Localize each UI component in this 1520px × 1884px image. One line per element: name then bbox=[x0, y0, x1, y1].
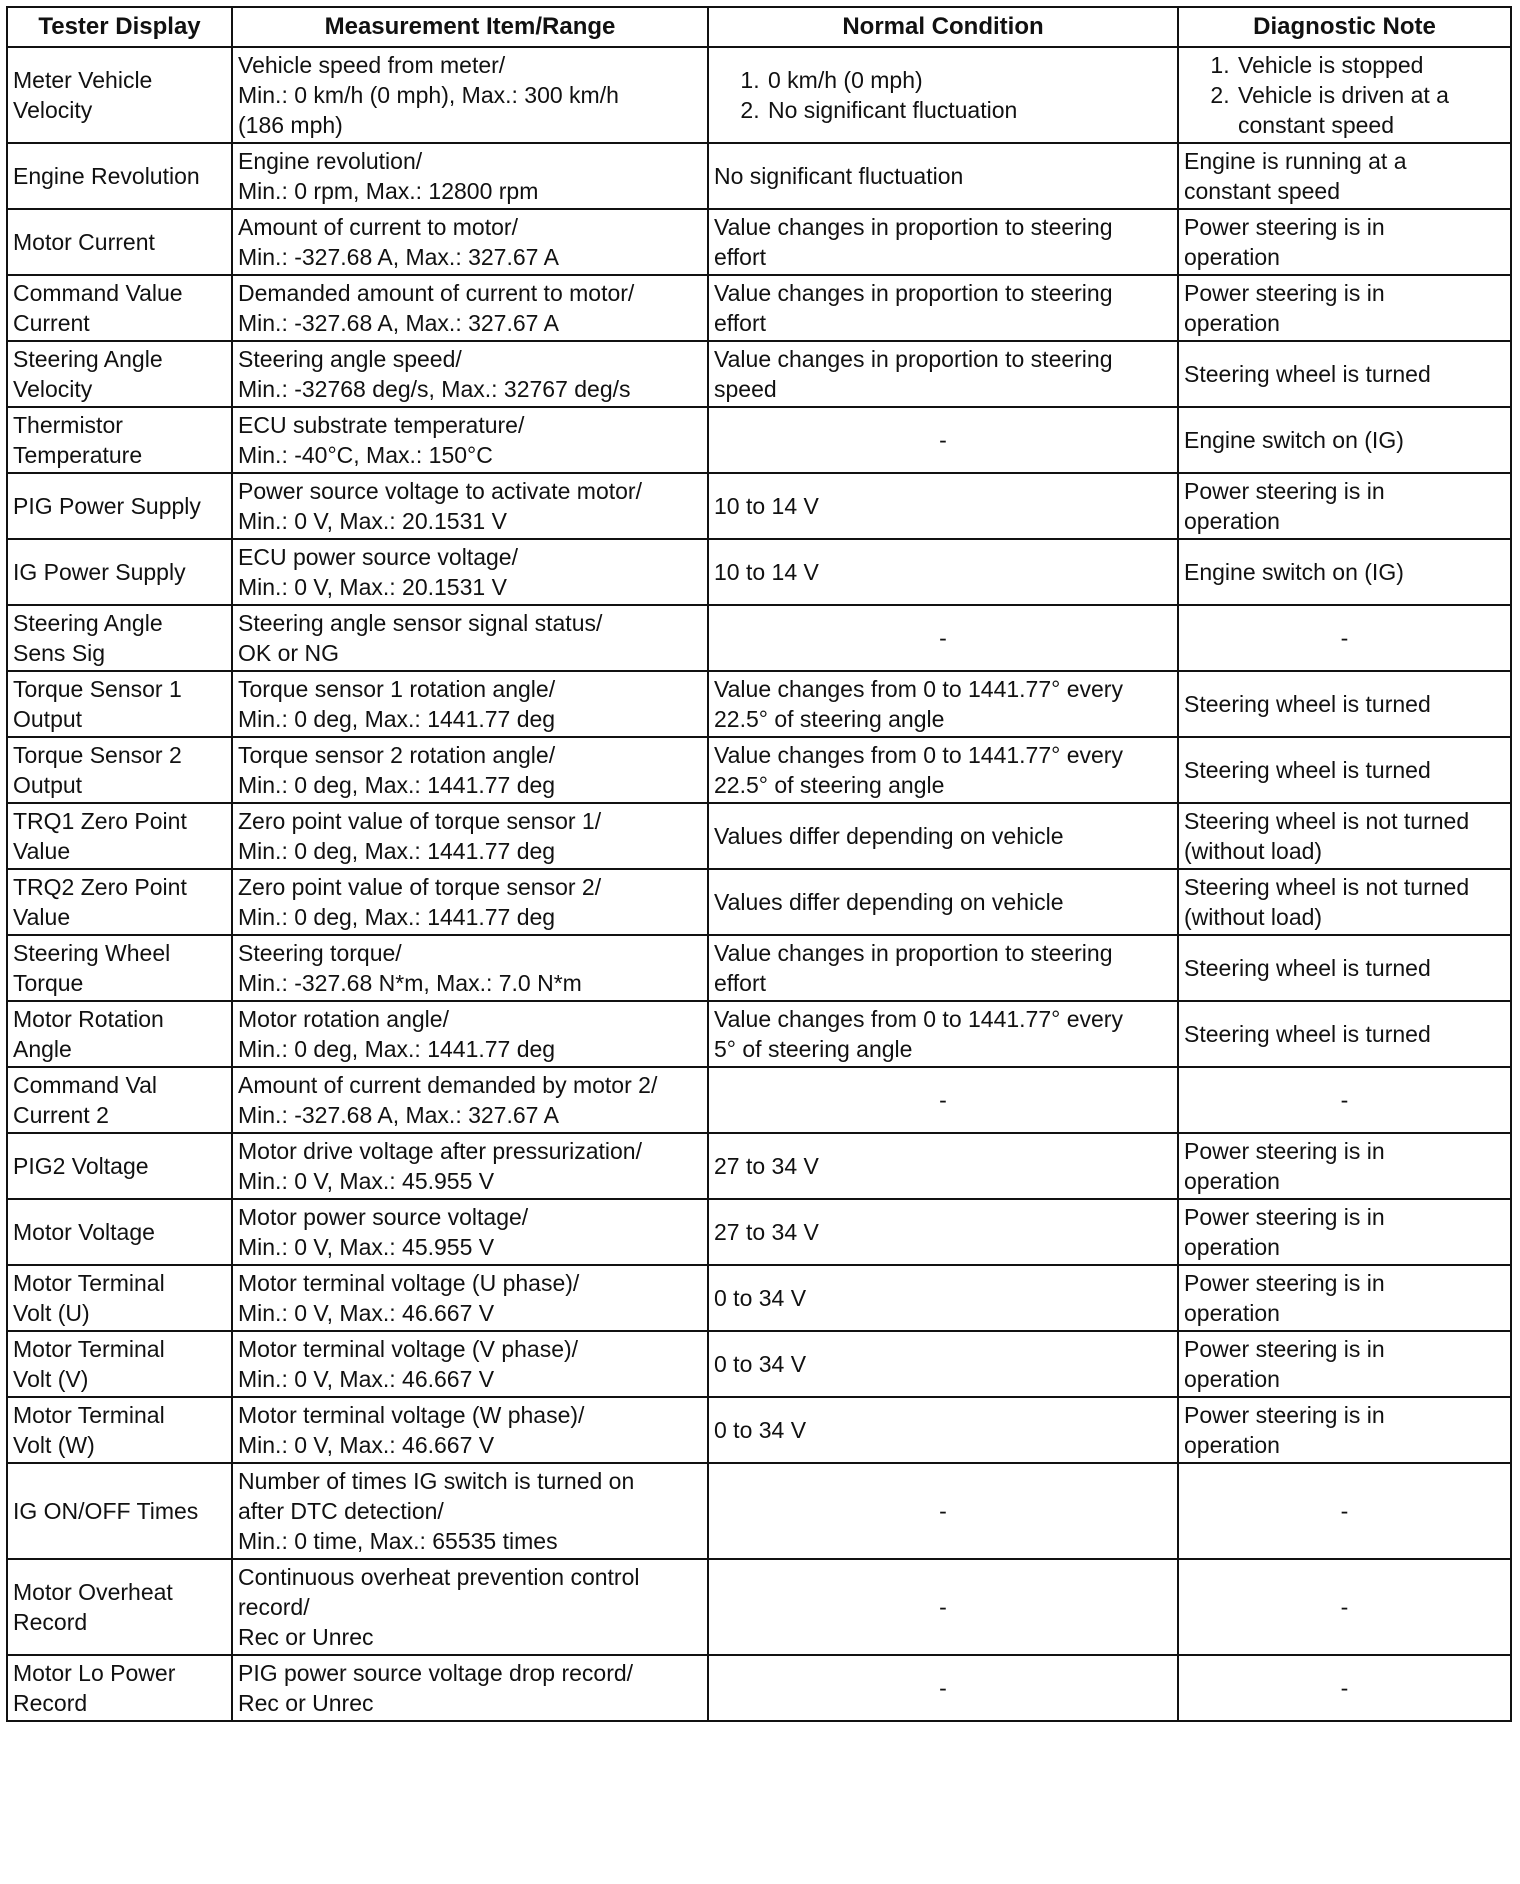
cell-tester-display bbox=[7, 1559, 232, 1655]
list-item: 1. Vehicle is stopped bbox=[1236, 50, 1505, 80]
cell-text-line: Demanded amount of current to motor/ bbox=[238, 280, 635, 306]
table-row bbox=[7, 803, 1511, 869]
cell-text-line: Engine revolution/ bbox=[238, 148, 423, 174]
cell-text-line: Steering angle speed/ bbox=[238, 346, 462, 372]
cell-measurement-item bbox=[232, 869, 708, 935]
cell-normal-condition bbox=[708, 1655, 1178, 1721]
cell-text-line: (186 mph) bbox=[238, 112, 343, 138]
cell-text-line: OK or NG bbox=[238, 640, 339, 666]
table-row bbox=[7, 935, 1511, 1001]
cell-measurement-item bbox=[232, 47, 708, 143]
cell-text-line: IG ON/OFF Times bbox=[13, 1498, 199, 1524]
cell-text-line: Steering angle sensor signal status/ bbox=[238, 610, 603, 636]
cell-text-line: 10 to 14 V bbox=[714, 493, 819, 519]
cell-tester-display bbox=[7, 1463, 232, 1559]
cell-normal-condition bbox=[708, 1331, 1178, 1397]
cell-text-line: Steering wheel is turned bbox=[1184, 955, 1431, 981]
cell-text-line: Torque bbox=[13, 970, 84, 996]
cell-text-line: Command Value bbox=[13, 280, 183, 306]
cell-normal-condition bbox=[708, 143, 1178, 209]
cell-normal-condition bbox=[708, 803, 1178, 869]
cell-diagnostic-note bbox=[1178, 605, 1511, 671]
cell-diagnostic-note bbox=[1178, 1067, 1511, 1133]
cell-text-line: 0 to 34 V bbox=[714, 1417, 807, 1443]
table-row bbox=[7, 1199, 1511, 1265]
table-row bbox=[7, 671, 1511, 737]
cell-measurement-item bbox=[232, 275, 708, 341]
cell-tester-display bbox=[7, 473, 232, 539]
cell-diagnostic-note bbox=[1178, 1559, 1511, 1655]
cell-text-line: Power steering is in bbox=[1184, 280, 1385, 306]
cell-text-line: Min.: -40°C, Max.: 150°C bbox=[238, 442, 493, 468]
cell-text-line: Motor Overheat bbox=[13, 1579, 173, 1605]
cell-text-line: Motor Terminal bbox=[13, 1336, 165, 1362]
cell-tester-display bbox=[7, 539, 232, 605]
cell-diagnostic-note bbox=[1178, 935, 1511, 1001]
table-row bbox=[7, 869, 1511, 935]
cell-text-line: PIG Power Supply bbox=[13, 493, 201, 519]
cell-text-line: Command Val bbox=[13, 1072, 158, 1098]
cell-text-line: No significant fluctuation bbox=[714, 163, 964, 189]
cell-diagnostic-note bbox=[1178, 473, 1511, 539]
cell-text-line: Engine switch on (IG) bbox=[1184, 559, 1404, 585]
cell-text-line: Min.: 0 V, Max.: 46.667 V bbox=[238, 1432, 495, 1458]
cell-text-line: Min.: -327.68 A, Max.: 327.67 A bbox=[238, 244, 559, 270]
cell-text-line: Min.: 0 V, Max.: 20.1531 V bbox=[238, 574, 507, 600]
cell-text-line: Zero point value of torque sensor 1/ bbox=[238, 808, 602, 834]
cell-text-line: 27 to 34 V bbox=[714, 1219, 819, 1245]
cell-tester-display bbox=[7, 407, 232, 473]
cell-text-line: Value changes from 0 to 1441.77° every bbox=[714, 742, 1123, 768]
cell-measurement-item bbox=[232, 1397, 708, 1463]
cell-text-line: Min.: 0 deg, Max.: 1441.77 deg bbox=[238, 838, 556, 864]
cell-text-line: Motor Rotation bbox=[13, 1006, 164, 1032]
cell-text-line: 10 to 14 V bbox=[714, 559, 819, 585]
cell-measurement-item bbox=[232, 671, 708, 737]
cell-text-line: 5° of steering angle bbox=[714, 1036, 913, 1062]
cell-text-line: Value bbox=[13, 904, 71, 930]
cell-text-line: Min.: 0 V, Max.: 45.955 V bbox=[238, 1168, 495, 1194]
cell-text-line: Motor Terminal bbox=[13, 1402, 165, 1428]
cell-text-line: Min.: 0 rpm, Max.: 12800 rpm bbox=[238, 178, 539, 204]
cell-normal-condition bbox=[708, 1199, 1178, 1265]
cell-normal-condition bbox=[708, 473, 1178, 539]
cell-measurement-item bbox=[232, 605, 708, 671]
cell-tester-display bbox=[7, 341, 232, 407]
cell-text-line: 0 to 34 V bbox=[714, 1351, 807, 1377]
cell-measurement-item bbox=[232, 1463, 708, 1559]
cell-text-line: Value changes from 0 to 1441.77° every bbox=[714, 676, 1123, 702]
numbered-list bbox=[714, 65, 1172, 125]
cell-text-line: - bbox=[939, 1675, 947, 1701]
table-row bbox=[7, 1331, 1511, 1397]
cell-text-line: Min.: 0 time, Max.: 65535 times bbox=[238, 1528, 558, 1554]
cell-text-line: Steering wheel is turned bbox=[1184, 1021, 1431, 1047]
cell-text-line: Power steering is in bbox=[1184, 214, 1385, 240]
cell-text-line: Current 2 bbox=[13, 1102, 109, 1128]
cell-measurement-item bbox=[232, 1001, 708, 1067]
cell-text-line: - bbox=[1340, 625, 1349, 651]
cell-text-line: TRQ2 Zero Point bbox=[13, 874, 187, 900]
cell-text-line: ECU power source voltage/ bbox=[238, 544, 518, 570]
cell-text-line: Power steering is in bbox=[1184, 1336, 1385, 1362]
cell-diagnostic-note bbox=[1178, 671, 1511, 737]
cell-text-line: 22.5° of steering angle bbox=[714, 706, 945, 732]
cell-text-line: Steering wheel is not turned bbox=[1184, 808, 1470, 834]
cell-text-line: Motor Voltage bbox=[13, 1219, 155, 1245]
cell-text-line: Number of times IG switch is turned on bbox=[238, 1468, 635, 1494]
cell-tester-display bbox=[7, 1067, 232, 1133]
cell-normal-condition bbox=[708, 341, 1178, 407]
cell-text-line: Min.: 0 deg, Max.: 1441.77 deg bbox=[238, 904, 556, 930]
cell-text-line: Min.: 0 deg, Max.: 1441.77 deg bbox=[238, 1036, 556, 1062]
cell-normal-condition bbox=[708, 605, 1178, 671]
cell-normal-condition bbox=[708, 737, 1178, 803]
cell-text-line: Min.: 0 km/h (0 mph), Max.: 300 km/h bbox=[238, 82, 619, 108]
cell-text-line: Continuous overheat prevention control bbox=[238, 1564, 640, 1590]
cell-diagnostic-note bbox=[1178, 1265, 1511, 1331]
table-row bbox=[7, 1463, 1511, 1559]
cell-tester-display bbox=[7, 1397, 232, 1463]
cell-text-line: operation bbox=[1184, 1234, 1280, 1260]
cell-text-line: - bbox=[939, 1498, 947, 1524]
cell-text-line: Power source voltage to activate motor/ bbox=[238, 478, 642, 504]
cell-text-line: (without load) bbox=[1184, 904, 1323, 930]
cell-text-line: operation bbox=[1184, 310, 1280, 336]
table-row bbox=[7, 275, 1511, 341]
table-row bbox=[7, 143, 1511, 209]
cell-text-line: Min.: 0 V, Max.: 20.1531 V bbox=[238, 508, 507, 534]
cell-normal-condition bbox=[708, 275, 1178, 341]
numbered-list bbox=[1184, 50, 1505, 140]
cell-measurement-item bbox=[232, 1199, 708, 1265]
cell-measurement-item bbox=[232, 1265, 708, 1331]
table-header-row bbox=[7, 7, 1511, 47]
cell-tester-display bbox=[7, 143, 232, 209]
cell-text-line: Min.: 0 V, Max.: 46.667 V bbox=[238, 1366, 495, 1392]
cell-diagnostic-note bbox=[1178, 143, 1511, 209]
cell-text-line: - bbox=[939, 625, 947, 651]
cell-text-line: Rec or Unrec bbox=[238, 1690, 374, 1716]
cell-diagnostic-note bbox=[1178, 1331, 1511, 1397]
cell-normal-condition bbox=[708, 935, 1178, 1001]
cell-text-line: Zero point value of torque sensor 2/ bbox=[238, 874, 602, 900]
cell-text-line: Steering Wheel bbox=[13, 940, 171, 966]
table-row bbox=[7, 407, 1511, 473]
cell-measurement-item bbox=[232, 935, 708, 1001]
cell-diagnostic-note bbox=[1178, 341, 1511, 407]
table-row bbox=[7, 1001, 1511, 1067]
cell-diagnostic-note bbox=[1178, 1199, 1511, 1265]
cell-text-line: Engine switch on (IG) bbox=[1184, 427, 1404, 453]
cell-text-line: Motor rotation angle/ bbox=[238, 1006, 449, 1032]
cell-text-line: Min.: 0 V, Max.: 46.667 V bbox=[238, 1300, 495, 1326]
cell-text-line: Motor Current bbox=[13, 229, 155, 255]
cell-text-line: Value changes from 0 to 1441.77° every bbox=[714, 1006, 1123, 1032]
cell-text-line: Motor terminal voltage (U phase)/ bbox=[238, 1270, 580, 1296]
cell-measurement-item bbox=[232, 209, 708, 275]
cell-text-line: 27 to 34 V bbox=[714, 1153, 819, 1179]
cell-tester-display bbox=[7, 47, 232, 143]
cell-diagnostic-note bbox=[1178, 869, 1511, 935]
cell-text-line: Temperature bbox=[13, 442, 143, 468]
cell-text-line: Min.: 0 deg, Max.: 1441.77 deg bbox=[238, 706, 556, 732]
cell-text-line: Power steering is in bbox=[1184, 1402, 1385, 1428]
cell-text-line: Power steering is in bbox=[1184, 1270, 1385, 1296]
cell-text-line: - bbox=[1340, 1498, 1349, 1524]
cell-diagnostic-note bbox=[1178, 1133, 1511, 1199]
cell-text-line: Torque sensor 1 rotation angle/ bbox=[238, 676, 556, 702]
cell-text-line: Steering torque/ bbox=[238, 940, 402, 966]
table-row bbox=[7, 1133, 1511, 1199]
cell-text-line: Torque Sensor 1 bbox=[13, 676, 182, 702]
document-page bbox=[6, 6, 1510, 1722]
table-row bbox=[7, 1265, 1511, 1331]
cell-measurement-item bbox=[232, 341, 708, 407]
cell-diagnostic-note bbox=[1178, 1655, 1511, 1721]
cell-measurement-item bbox=[232, 1133, 708, 1199]
cell-text-line: Min.: 0 V, Max.: 45.955 V bbox=[238, 1234, 495, 1260]
cell-text-line: Motor Terminal bbox=[13, 1270, 165, 1296]
cell-normal-condition bbox=[708, 209, 1178, 275]
cell-diagnostic-note bbox=[1178, 275, 1511, 341]
cell-text-line: Amount of current to motor/ bbox=[238, 214, 518, 240]
table-row bbox=[7, 737, 1511, 803]
cell-text-line: Steering Angle bbox=[13, 610, 163, 636]
cell-text-line: Output bbox=[13, 772, 83, 798]
table-row bbox=[7, 539, 1511, 605]
cell-text-line: Angle bbox=[13, 1036, 72, 1062]
cell-normal-condition bbox=[708, 407, 1178, 473]
cell-normal-condition bbox=[708, 671, 1178, 737]
cell-tester-display bbox=[7, 1133, 232, 1199]
cell-measurement-item bbox=[232, 143, 708, 209]
cell-text-line: Values differ depending on vehicle bbox=[714, 889, 1064, 915]
header-normal-condition: Normal Condition bbox=[708, 7, 1178, 47]
cell-measurement-item bbox=[232, 473, 708, 539]
table-row bbox=[7, 47, 1511, 143]
cell-text-line: Steering wheel is turned bbox=[1184, 757, 1431, 783]
table-row bbox=[7, 473, 1511, 539]
cell-text-line: Volt (V) bbox=[13, 1366, 89, 1392]
cell-text-line: Power steering is in bbox=[1184, 1138, 1385, 1164]
cell-diagnostic-note bbox=[1178, 737, 1511, 803]
cell-text-line: Thermistor bbox=[13, 412, 123, 438]
cell-text-line: PIG2 Voltage bbox=[13, 1153, 149, 1179]
cell-text-line: Torque sensor 2 rotation angle/ bbox=[238, 742, 556, 768]
cell-tester-display bbox=[7, 671, 232, 737]
cell-text-line: Motor drive voltage after pressurization/ bbox=[238, 1138, 642, 1164]
table-row bbox=[7, 209, 1511, 275]
cell-normal-condition bbox=[708, 1067, 1178, 1133]
cell-text-line: constant speed bbox=[1184, 178, 1341, 204]
cell-diagnostic-note bbox=[1178, 539, 1511, 605]
cell-measurement-item bbox=[232, 1331, 708, 1397]
cell-tester-display bbox=[7, 1331, 232, 1397]
list-item: 1. 0 km/h (0 mph) bbox=[766, 65, 1172, 95]
cell-normal-condition bbox=[708, 1265, 1178, 1331]
cell-text-line: Output bbox=[13, 706, 83, 732]
cell-text-line: - bbox=[1340, 1087, 1349, 1113]
cell-text-line: Motor terminal voltage (W phase)/ bbox=[238, 1402, 585, 1428]
cell-text-line: - bbox=[1340, 1594, 1349, 1620]
cell-text-line: Min.: -327.68 N*m, Max.: 7.0 N*m bbox=[238, 970, 582, 996]
table-row bbox=[7, 1397, 1511, 1463]
cell-text-line: IG Power Supply bbox=[13, 559, 186, 585]
cell-normal-condition bbox=[708, 1001, 1178, 1067]
cell-text-line: Steering wheel is turned bbox=[1184, 361, 1431, 387]
cell-text-line: operation bbox=[1184, 1168, 1280, 1194]
cell-measurement-item bbox=[232, 1067, 708, 1133]
cell-diagnostic-note bbox=[1178, 1397, 1511, 1463]
table-row bbox=[7, 341, 1511, 407]
cell-text-line: Engine Revolution bbox=[13, 163, 200, 189]
cell-text-line: effort bbox=[714, 310, 766, 336]
cell-text-line: Torque Sensor 2 bbox=[13, 742, 182, 768]
cell-text-line: Power steering is in bbox=[1184, 478, 1385, 504]
cell-text-line: Steering Angle bbox=[13, 346, 163, 372]
cell-tester-display bbox=[7, 869, 232, 935]
table-body bbox=[7, 47, 1511, 1721]
cell-text-line: Value changes in proportion to steering bbox=[714, 940, 1113, 966]
cell-diagnostic-note bbox=[1178, 1001, 1511, 1067]
cell-measurement-item bbox=[232, 407, 708, 473]
data-list-table bbox=[6, 6, 1512, 1722]
cell-diagnostic-note bbox=[1178, 407, 1511, 473]
table-row bbox=[7, 605, 1511, 671]
cell-text-line: Meter Vehicle bbox=[13, 67, 153, 93]
cell-measurement-item bbox=[232, 803, 708, 869]
cell-text-line: - bbox=[939, 1087, 947, 1113]
cell-text-line: Sens Sig bbox=[13, 640, 106, 666]
header-diagnostic-note: Diagnostic Note bbox=[1178, 7, 1511, 47]
cell-tester-display bbox=[7, 209, 232, 275]
cell-text-line: - bbox=[1340, 1675, 1349, 1701]
cell-text-line: Amount of current demanded by motor 2/ bbox=[238, 1072, 658, 1098]
cell-text-line: (without load) bbox=[1184, 838, 1323, 864]
cell-text-line: speed bbox=[714, 376, 777, 402]
cell-tester-display bbox=[7, 803, 232, 869]
list-item: 2. No significant fluctuation bbox=[766, 95, 1172, 125]
cell-measurement-item bbox=[232, 737, 708, 803]
table-row bbox=[7, 1655, 1511, 1721]
cell-text-line: after DTC detection/ bbox=[238, 1498, 444, 1524]
cell-diagnostic-note bbox=[1178, 1463, 1511, 1559]
cell-text-line: Motor terminal voltage (V phase)/ bbox=[238, 1336, 579, 1362]
cell-text-line: record/ bbox=[238, 1594, 310, 1620]
cell-normal-condition bbox=[708, 539, 1178, 605]
cell-diagnostic-note bbox=[1178, 803, 1511, 869]
cell-measurement-item bbox=[232, 1655, 708, 1721]
cell-tester-display bbox=[7, 1199, 232, 1265]
cell-text-line: Velocity bbox=[13, 376, 93, 402]
cell-text-line: - bbox=[939, 1594, 947, 1620]
cell-text-line: Min.: -32768 deg/s, Max.: 32767 deg/s bbox=[238, 376, 631, 402]
cell-text-line: 22.5° of steering angle bbox=[714, 772, 945, 798]
cell-measurement-item bbox=[232, 1559, 708, 1655]
list-item: 2. Vehicle is driven at a constant speed bbox=[1236, 80, 1505, 140]
cell-text-line: Value changes in proportion to steering bbox=[714, 280, 1113, 306]
cell-tester-display bbox=[7, 1265, 232, 1331]
header-measurement-item: Measurement Item/Range bbox=[232, 7, 708, 47]
cell-text-line: operation bbox=[1184, 508, 1280, 534]
cell-text-line: Power steering is in bbox=[1184, 1204, 1385, 1230]
cell-text-line: Motor power source voltage/ bbox=[238, 1204, 529, 1230]
cell-measurement-item bbox=[232, 539, 708, 605]
cell-text-line: Current bbox=[13, 310, 90, 336]
cell-text-line: - bbox=[939, 427, 947, 453]
cell-text-line: Min.: 0 deg, Max.: 1441.77 deg bbox=[238, 772, 556, 798]
cell-text-line: Value changes in proportion to steering bbox=[714, 214, 1113, 240]
cell-text-line: effort bbox=[714, 244, 766, 270]
cell-text-line: Min.: -327.68 A, Max.: 327.67 A bbox=[238, 310, 559, 336]
cell-text-line: Value changes in proportion to steering bbox=[714, 346, 1113, 372]
cell-tester-display bbox=[7, 275, 232, 341]
cell-text-line: Steering wheel is turned bbox=[1184, 691, 1431, 717]
cell-text-line: TRQ1 Zero Point bbox=[13, 808, 187, 834]
cell-text-line: Volt (W) bbox=[13, 1432, 95, 1458]
header-tester-display: Tester Display bbox=[7, 7, 232, 47]
cell-normal-condition bbox=[708, 1397, 1178, 1463]
cell-text-line: Velocity bbox=[13, 97, 93, 123]
cell-text-line: operation bbox=[1184, 1300, 1280, 1326]
cell-text-line: ECU substrate temperature/ bbox=[238, 412, 525, 438]
cell-text-line: Steering wheel is not turned bbox=[1184, 874, 1470, 900]
cell-normal-condition bbox=[708, 1463, 1178, 1559]
cell-normal-condition bbox=[708, 1559, 1178, 1655]
cell-tester-display bbox=[7, 737, 232, 803]
cell-text-line: Record bbox=[13, 1690, 88, 1716]
cell-text-line: Motor Lo Power bbox=[13, 1660, 176, 1686]
cell-text-line: Record bbox=[13, 1609, 88, 1635]
cell-text-line: Value bbox=[13, 838, 71, 864]
cell-text-line: Min.: -327.68 A, Max.: 327.67 A bbox=[238, 1102, 559, 1128]
cell-text-line: Engine is running at a bbox=[1184, 148, 1407, 174]
cell-text-line: PIG power source voltage drop record/ bbox=[238, 1660, 634, 1686]
table-row bbox=[7, 1559, 1511, 1655]
cell-text-line: Vehicle speed from meter/ bbox=[238, 52, 506, 78]
cell-text-line: operation bbox=[1184, 244, 1280, 270]
cell-text-line: Values differ depending on vehicle bbox=[714, 823, 1064, 849]
cell-tester-display bbox=[7, 935, 232, 1001]
cell-text-line: Rec or Unrec bbox=[238, 1624, 374, 1650]
cell-text-line: operation bbox=[1184, 1432, 1280, 1458]
cell-normal-condition bbox=[708, 869, 1178, 935]
cell-text-line: Volt (U) bbox=[13, 1300, 90, 1326]
cell-normal-condition bbox=[708, 47, 1178, 143]
cell-diagnostic-note bbox=[1178, 209, 1511, 275]
cell-text-line: effort bbox=[714, 970, 766, 996]
cell-text-line: operation bbox=[1184, 1366, 1280, 1392]
table-row bbox=[7, 1067, 1511, 1133]
cell-diagnostic-note bbox=[1178, 47, 1511, 143]
cell-tester-display bbox=[7, 1655, 232, 1721]
cell-tester-display bbox=[7, 1001, 232, 1067]
cell-tester-display bbox=[7, 605, 232, 671]
cell-normal-condition bbox=[708, 1133, 1178, 1199]
cell-text-line: 0 to 34 V bbox=[714, 1285, 807, 1311]
